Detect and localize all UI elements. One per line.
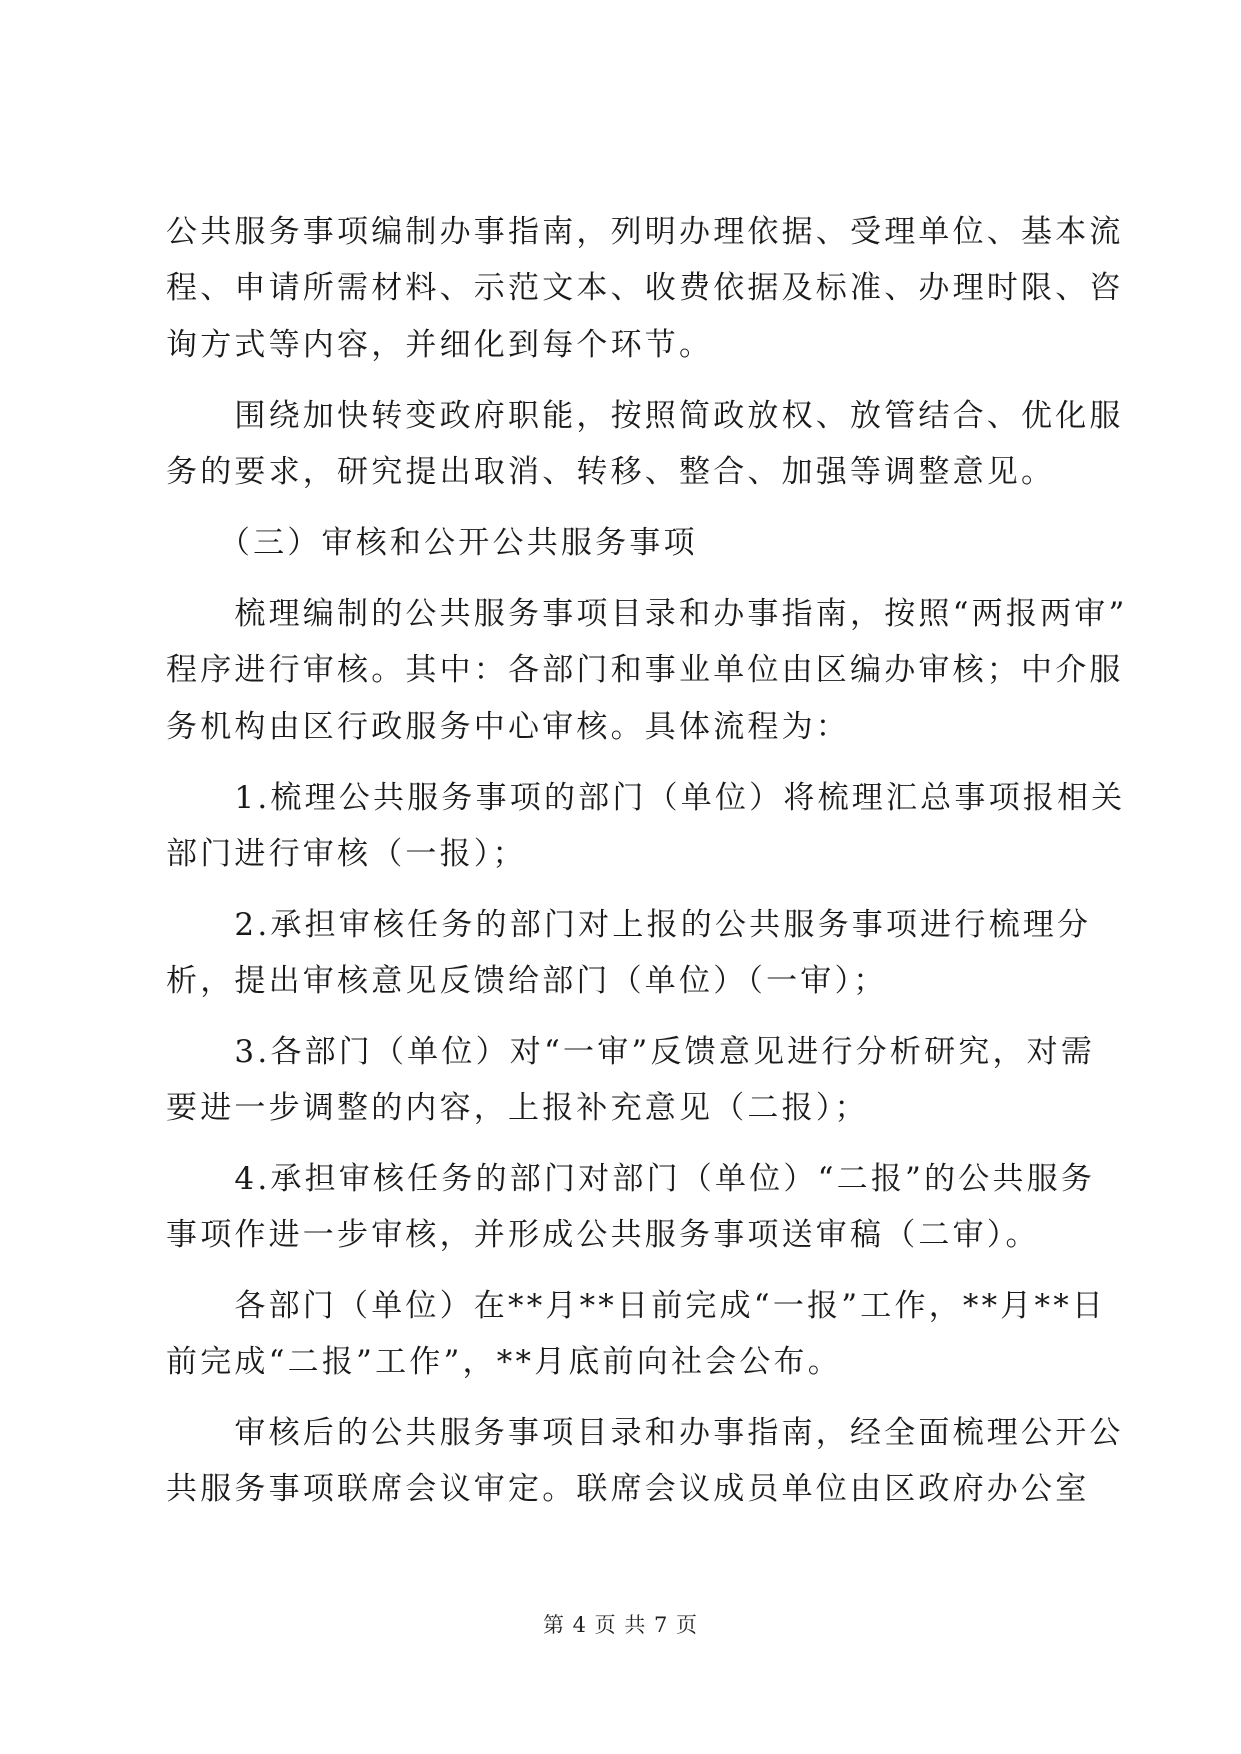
text-line: 梳理编制的公共服务事项目录和办事指南，按照“两报两审” [166, 596, 1128, 632]
text-line: 析，提出审核意见反馈给部门（单位）（一审）； [166, 963, 888, 999]
text-line: 事项作进一步审核，并形成公共服务事项送审稿（二审）。 [166, 1217, 1040, 1253]
text-line: 1.梳理公共服务事项的部门（单位）将梳理汇总事项报相关 [166, 780, 1126, 816]
text-line: 共服务事项联席会议审定。联席会议成员单位由区政府办公室 [166, 1471, 1090, 1507]
text-line: 围绕加快转变政府职能，按照简政放权、放管结合、优化服 [166, 398, 1124, 434]
text-line: 4.承担审核任务的部门对部门（单位）“二报”的公共服务 [166, 1161, 1096, 1197]
text-line: 程序进行审核。其中：各部门和事业单位由区编办审核；中介服 [166, 652, 1124, 688]
page-footer: 第 4 页 共 7 页 [542, 1613, 699, 1637]
text-line: 3.各部门（单位）对“一审”反馈意见进行分析研究，对需 [166, 1034, 1096, 1070]
text-line: 程、申请所需材料、示范文本、收费依据及标准、办理时限、咨 [166, 270, 1124, 306]
text-line: 前完成“二报”工作”，**月底前向社会公布。 [166, 1344, 842, 1380]
text-line: 务的要求，研究提出取消、转移、整合、加强等调整意见。 [166, 454, 1056, 490]
text-line: 要进一步调整的内容，上报补充意见（二报）； [166, 1090, 869, 1126]
text-line: 务机构由区行政服务中心审核。具体流程为： [166, 709, 850, 745]
section-heading: （三）审核和公开公共服务事项 [166, 525, 698, 561]
text-line: 公共服务事项编制办事指南，列明办理依据、受理单位、基本流 [166, 214, 1124, 250]
text-line: 2.承担审核任务的部门对上报的公共服务事项进行梳理分 [166, 907, 1092, 943]
text-line: 部门进行审核（一报）； [166, 836, 527, 872]
text-line: 审核后的公共服务事项目录和办事指南，经全面梳理公开公 [166, 1415, 1124, 1451]
text-line: 各部门（单位）在**月**日前完成“一报”工作，**月**日 [166, 1288, 1107, 1324]
text-line: 询方式等内容，并细化到每个环节。 [166, 327, 714, 363]
